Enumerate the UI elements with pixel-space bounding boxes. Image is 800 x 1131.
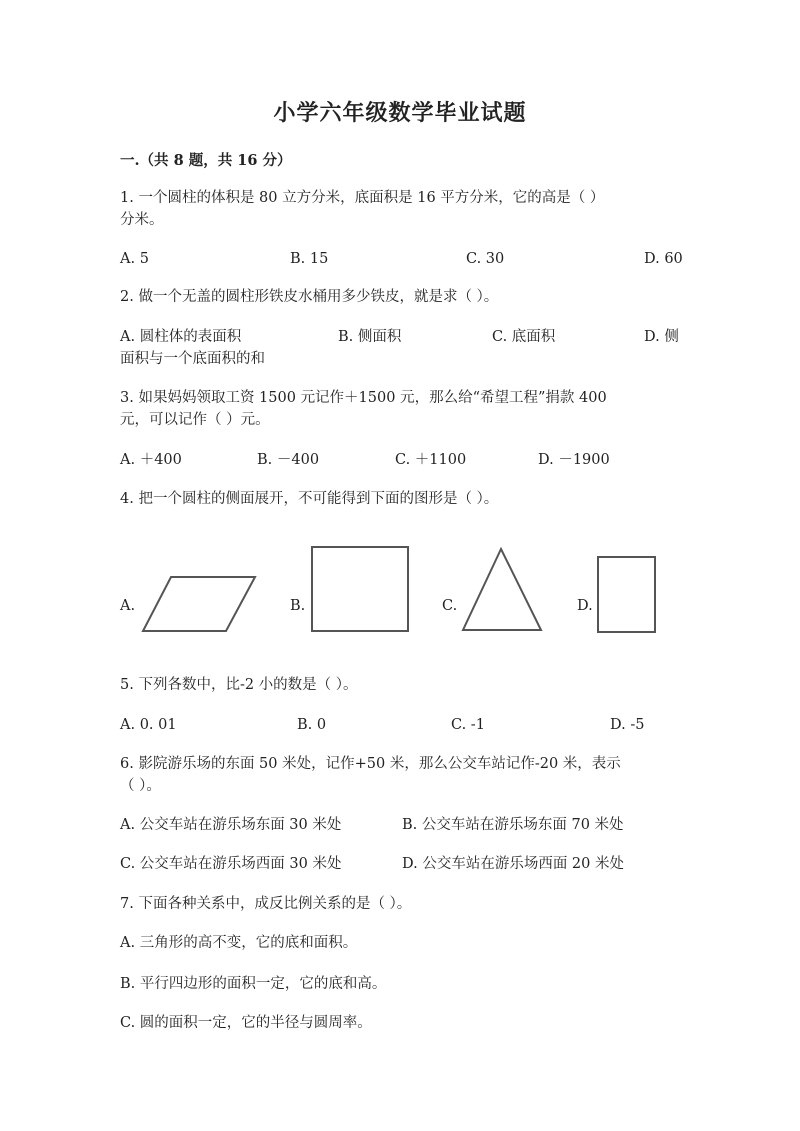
question-6-option-d: D. 公交车站在游乐场西面 20 米处 xyxy=(402,856,624,872)
question-7-option-c: C. 圆的面积一定，它的半径与圆周率。 xyxy=(120,1015,372,1031)
question-3-option-b: B. －400 xyxy=(257,452,320,468)
parallelogram-shape xyxy=(141,575,259,635)
question-1-stem-line-2: 分米。 xyxy=(120,212,164,228)
question-4-option-d: D. xyxy=(577,598,593,614)
question-6-option-c: C. 公交车站在游乐场西面 30 米处 xyxy=(120,856,342,872)
question-3-option-a: A. ＋400 xyxy=(120,452,182,468)
question-1-option-a: A. 5 xyxy=(120,251,149,267)
question-7-stem: 7. 下面各种关系中，成反比例关系的是（ ）。 xyxy=(120,896,412,912)
question-3-stem-line-2: 元，可以记作（ ）元。 xyxy=(120,412,270,428)
question-3-stem-line-1: 3. 如果妈妈领取工资 1500 元记作＋1500 元，那么给“希望工程”捐款 400 xyxy=(120,390,607,406)
page-title: 小学六年级数学毕业试题 xyxy=(273,100,527,126)
question-5-stem: 5. 下列各数中，比-2 小的数是（ ）。 xyxy=(120,677,358,693)
question-2-option-d: D. 侧 xyxy=(644,329,679,345)
question-5-option-b: B. 0 xyxy=(297,717,327,733)
question-2-stem: 2. 做一个无盖的圆柱形铁皮水桶用多少铁皮，就是求（ ）。 xyxy=(120,289,499,305)
question-1-option-c: C. 30 xyxy=(466,251,505,267)
question-1-option-d: D. 60 xyxy=(644,251,683,267)
question-5-option-a: A. 0. 01 xyxy=(120,717,177,733)
question-2-option-b: B. 侧面积 xyxy=(338,329,402,345)
question-6-option-a: A. 公交车站在游乐场东面 30 米处 xyxy=(120,817,342,833)
square-shape xyxy=(311,546,411,634)
question-6-stem-line-1: 6. 影院游乐场的东面 50 米处，记作+50 米，那么公交车站记作-20 米，表示 xyxy=(120,756,621,772)
question-7-option-b: B. 平行四边形的面积一定，它的底和高。 xyxy=(120,976,387,992)
question-1-option-b: B. 15 xyxy=(290,251,329,267)
question-5-option-c: C. -1 xyxy=(451,717,485,733)
question-4-option-b: B. xyxy=(290,598,306,614)
question-4-option-a: A. xyxy=(120,598,136,614)
question-6-stem-line-2: （ ）。 xyxy=(120,778,161,794)
question-2-option-c: C. 底面积 xyxy=(492,329,556,345)
question-3-option-d: D. －1900 xyxy=(538,452,610,468)
question-4-stem: 4. 把一个圆柱的侧面展开，不可能得到下面的图形是（ ）。 xyxy=(120,491,499,507)
question-2-option-a: A. 圆柱体的表面积 xyxy=(120,329,242,345)
question-7-option-a: A. 三角形的高不变，它的底和面积。 xyxy=(120,935,358,951)
triangle-shape xyxy=(461,547,545,633)
question-4-option-c: C. xyxy=(442,598,458,614)
question-6-option-b: B. 公交车站在游乐场东面 70 米处 xyxy=(402,817,624,833)
question-5-option-d: D. -5 xyxy=(610,717,645,733)
question-1-stem-line-1: 1. 一个圆柱的体积是 80 立方分米，底面积是 16 平方分米，它的高是（ ） xyxy=(120,190,605,206)
section-heading: 一.（共 8 题，共 16 分） xyxy=(120,152,292,169)
question-2-option-d-wrap: 面积与一个底面积的和 xyxy=(120,351,265,367)
question-3-option-c: C. ＋1100 xyxy=(395,452,467,468)
rectangle-shape xyxy=(597,556,657,634)
